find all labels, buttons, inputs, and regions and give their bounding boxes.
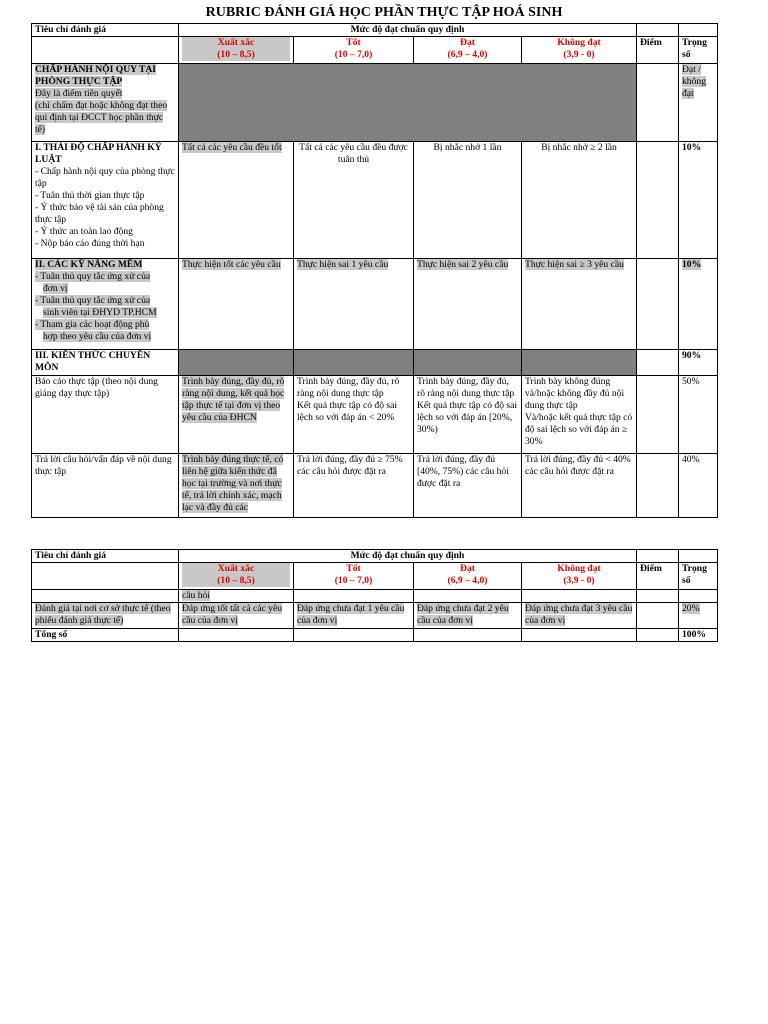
section2-weight: 10% [679,259,718,350]
section1-item: - Nộp báo cáo đúng thời hạn [35,238,145,249]
section0-criteria [32,64,179,142]
report-criteria: Báo cáo thực tập (theo nội dung giảng dạy thực tập) [32,376,179,454]
report-good: Trình bày đúng, đầy đủ, rõ ràng nội dung thực tập Kết quả thực tập có độ sai lệch so với đáp án < 20% [294,376,414,454]
section1-good: Tất cả các yêu cầu đều được tuân thủ [294,142,414,259]
level-pass: Đạt (6,9 – 4,0) [414,37,522,64]
level-excellent: Xuất xắc (10 – 8,5) [179,37,294,64]
site-eval-fail: Đáp ứng chưa đạt 3 yêu cầu của đơn vị [522,603,637,629]
header-score: Điểm [637,37,679,64]
header-level-group: Mức độ đạt chuẩn quy định [179,24,637,37]
header-weight: Trọng số [679,37,718,64]
qa-criteria: Trả lời câu hỏi/vấn đáp về nội dung thực tập [32,454,179,518]
section1-excellent: Tất cả các yêu cầu đều tốt [179,142,294,259]
qa-pass: Trả lời đúng, đầy đủ [40%, 75%) các câu hỏi được đặt ra [414,454,522,518]
header-weight: Trọng số [679,563,718,590]
site-eval-excellent: Đáp ứng tốt tất cả các yêu cầu của đơn vị [179,603,294,629]
qa-good: Trả lời đúng, đầy đủ ≥ 75% các câu hỏi được đặt ra [294,454,414,518]
rubric-table-1 [31,23,718,518]
document-title: RUBRIC ĐÁNH GIÁ HỌC PHẦN THỰC TẬP HOÁ SINH [205,5,563,20]
section1-weight: 10% [679,142,718,259]
report-excellent: Trình bày đúng, đầy đủ, rõ ràng nội dung, kết quả học tập thực tế tại đơn vị theo yêu cầu của ĐHCN [179,376,294,454]
total-label: Tổng số [32,629,179,642]
section1-item: - Ý thức bảo vệ tài sản của phòng thực tập [35,202,164,225]
section0-weight: Đạt / không đạt [679,64,718,142]
section1-criteria [32,142,179,259]
level-good: Tốt (10 – 7,0) [294,37,414,64]
section2-pass: Thực hiện sai 2 yêu cầu [414,259,522,350]
section1-title: I. THÁI ĐỘ CHẤP HÀNH KỶ LUẬT [35,142,162,165]
section0-title: CHẤP HÀNH NỘI QUY TẠI PHÒNG THỰC TẬP [35,64,156,87]
site-eval-criteria: Đánh giá tại nơi cơ sở thực tế (theo phiếu đánh giá thực tế) [32,603,179,629]
section2-fail: Thực hiện sai ≥ 3 yêu cầu [522,259,637,350]
continuation-text: câu hỏi [179,590,294,603]
site-eval-pass: Đáp ứng chưa đạt 2 yêu cầu của đơn vị [414,603,522,629]
header-criteria: Tiêu chí đánh giá [32,24,179,37]
section1-item: - Tuân thủ thời gian thực tập [35,190,145,201]
section2-excellent: Thực hiện tốt các yêu cầu [179,259,294,350]
section1-pass: Bị nhắc nhở 1 lần [414,142,522,259]
total-weight: 100% [679,629,718,642]
site-eval-weight: 20% [679,603,718,629]
qa-weight: 40% [679,454,718,518]
section0-line1: Đây là điểm tiên quyết [35,88,123,99]
level-pass: Đạt (6,9 – 4,0) [414,563,522,590]
level-good: Tốt (10 – 7,0) [294,563,414,590]
qa-fail: Trả lời đúng, đầy đủ < 40% các câu hỏi được đặt ra [522,454,637,518]
level-fail: Không đạt (3,9 - 0) [522,563,637,590]
report-fail: Trình bày không đúng và/hoặc không đầy đủ nội dung thực tập Và/hoặc kết quả thực tập có độ sai lệch so với đáp án ≥ 30% [522,376,637,454]
section3-weight: 90% [679,350,718,376]
section0-line2: (chỉ chấm đạt hoặc không đạt theo qui định tại ĐCCT học phần thực tế) [35,100,168,135]
section1-fail: Bị nhắc nhở ≥ 2 lần [522,142,637,259]
qa-excellent: Trình bày đúng thực tế, có liên hệ giữa kiến thức đã học tại trường và nơi thực tế, trả lời chính xác, mạch lạc và đầy đủ các [179,454,294,518]
level-fail: Không đạt (3,9 - 0) [522,37,637,64]
report-pass: Trình bày đúng, đầy đủ, rõ ràng nội dung thực tập Kết quả thực tập có độ sai lệch so với đáp án [20%, 30%) [414,376,522,454]
section0-shaded [179,64,637,142]
section3-title: III. KIẾN THỨC CHUYÊN MÔN [32,350,179,376]
header-level-group: Mức độ đạt chuẩn quy định [179,550,637,563]
site-eval-good: Đáp ứng chưa đạt 1 yêu cầu của đơn vị [294,603,414,629]
section2-criteria: II. CÁC KỸ NĂNG MỀM - Tuân thủ quy tắc ứng xử của đơn vị - Tuân thủ quy tắc ứng xử của sinh viên tại ĐHYD TP.HCM - Tham gia các hoạt động phù hợp theo yêu cầu của đơn vị [32,259,179,350]
section2-title: II. CÁC KỸ NĂNG MỀM [35,259,143,270]
section1-item: - Ý thức an toàn lao động [35,226,133,237]
level-excellent: Xuất xắc (10 – 8,5) [179,563,294,590]
section2-good: Thực hiện sai 1 yêu cầu [294,259,414,350]
rubric-table-2 [31,549,718,642]
header-criteria: Tiêu chí đánh giá [32,550,179,563]
section1-item: - Chấp hành nội quy của phòng thực tập [35,166,175,189]
report-weight: 50% [679,376,718,454]
header-score: Điểm [637,563,679,590]
